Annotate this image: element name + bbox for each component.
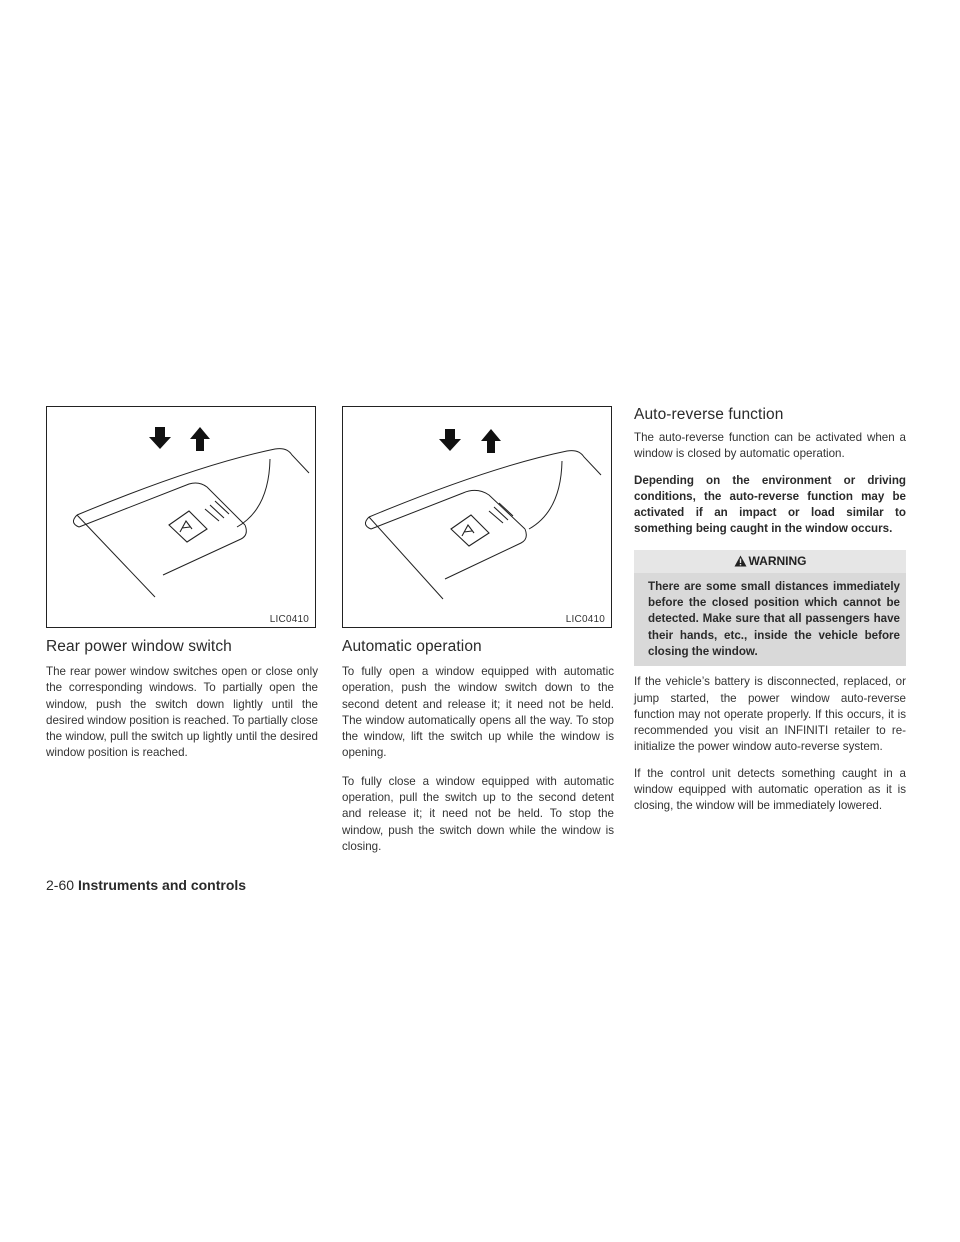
page-footer	[46, 877, 246, 893]
window-switch-illustration	[47, 407, 315, 627]
bold-note: Depending on the environment or driving conditions, the auto-reverse function may be activated if an impact or load similar to something being caught in the window occurs.	[634, 473, 906, 536]
section-heading: Auto-reverse function	[634, 406, 784, 423]
down-up-arrows-icon	[439, 429, 501, 453]
window-switch-illustration	[343, 407, 611, 627]
warning-title: WARNING	[748, 553, 807, 568]
right-column	[634, 406, 906, 815]
intro-paragraph: The auto-reverse function can be activated when a window is closed by automatic operation.	[634, 431, 906, 461]
down-up-arrows-icon	[149, 427, 210, 451]
body-paragraph: If the control unit detects something caught in a window equipped with automatic operation as it is closing, the window will be immediately lowered.	[634, 766, 906, 813]
body-paragraph: If the vehicle’s battery is disconnected, replaced, or jump started, the power window auto-reverse function may not operate properly. If this occurs, it is recommended you visit an INFINITI retailer to re-initialize the power window auto-reverse system.	[634, 675, 906, 754]
figure-code: LIC0410	[565, 614, 605, 625]
body-paragraph: To fully open a window equipped with automatic operation, push the window switch down to the second detent and release it; it need not be held. The window automatically opens all the way. To stop the window, lift the switch up while the window is opening.	[342, 665, 614, 760]
warning-text: There are some small distances immediately before the closed position which cannot be detected. Make sure that all passengers have their hands, etc., inside the vehicle before closing the window.	[648, 579, 900, 658]
section-title: Instruments and controls	[78, 877, 247, 893]
body-paragraph: To fully close a window equipped with automatic operation, pull the switch up to the second detent and release it; it need not be held. To stop the window, push the switch down while the window is closing.	[342, 774, 614, 853]
automatic-operation-figure	[342, 406, 612, 628]
page-number: 2-60	[46, 877, 75, 893]
section-heading: Automatic operation	[342, 638, 482, 655]
warning-triangle-icon	[734, 555, 747, 570]
body-paragraph: The rear power window switches open or close only the corresponding windows. To partially open the window, push the switch down lightly until the desired window position is reached. To partially close the window, pull the switch up lightly until the desired window position is reached.	[46, 665, 318, 760]
warning-header	[634, 550, 906, 573]
middle-column	[342, 406, 614, 855]
section-heading: Rear power window switch	[46, 638, 232, 655]
rear-window-switch-figure	[46, 406, 316, 628]
left-column	[46, 406, 318, 762]
figure-code: LIC0410	[269, 614, 309, 625]
warning-box	[634, 550, 906, 666]
